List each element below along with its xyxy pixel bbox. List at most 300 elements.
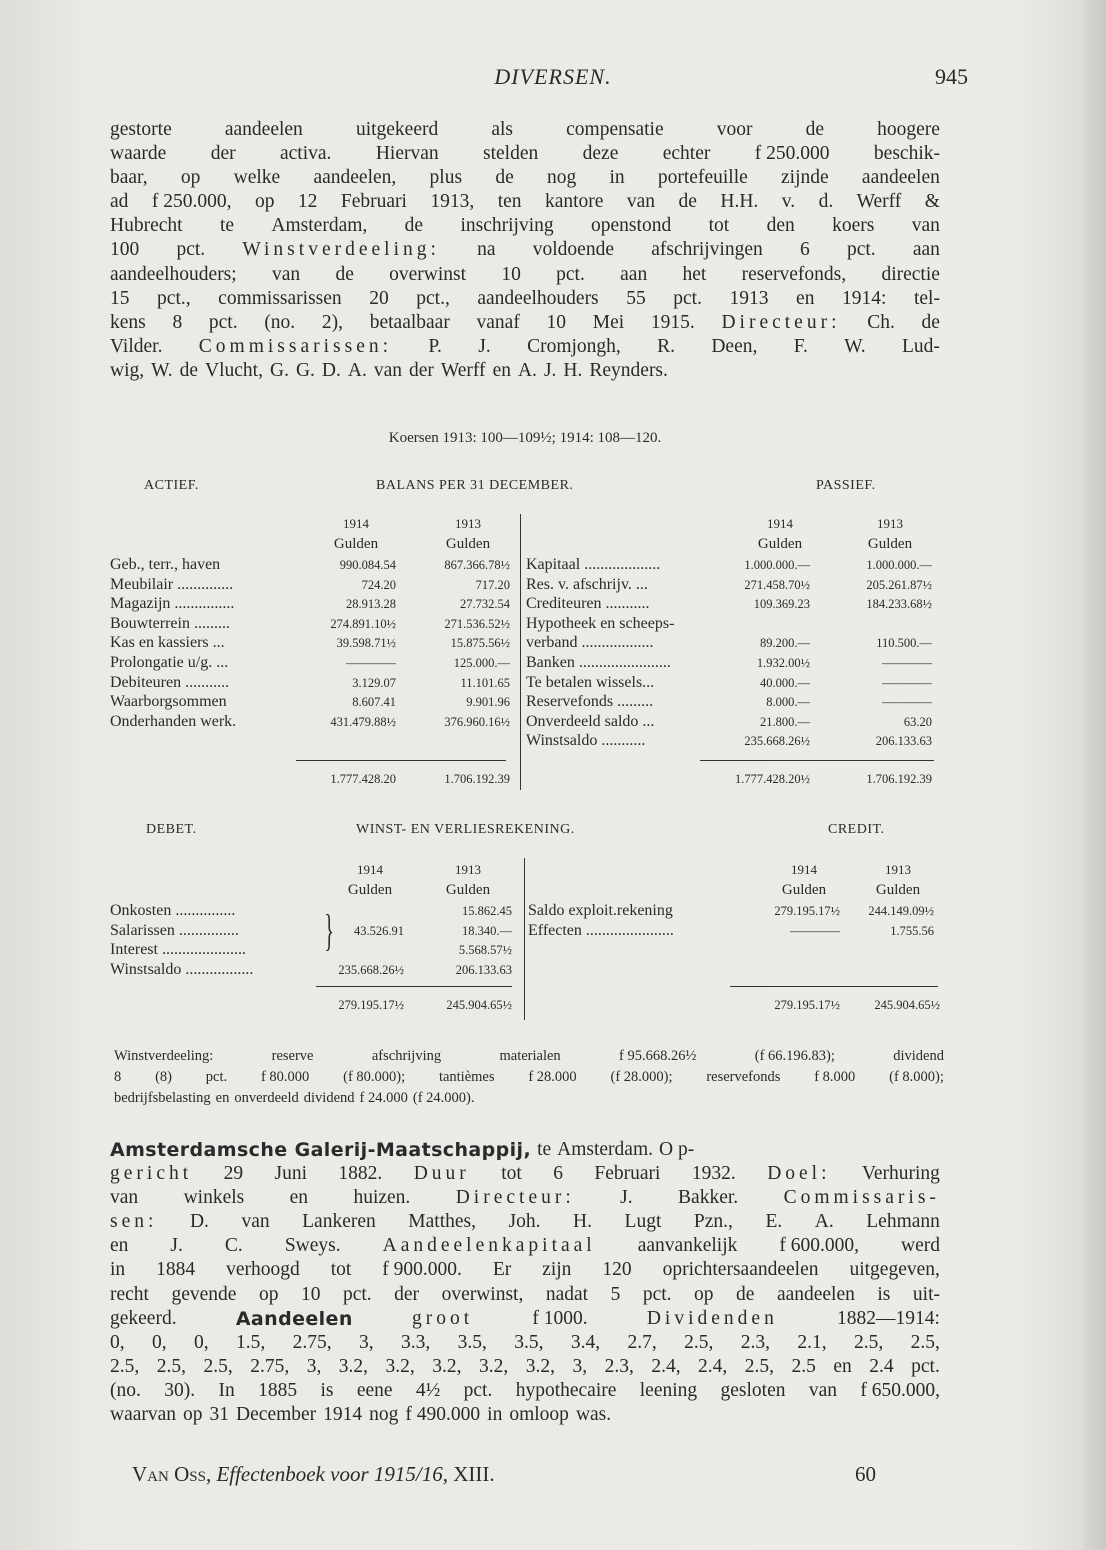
word: 2.75, (292, 1331, 332, 1353)
unit-header: Gulden (445, 536, 491, 552)
word: zijnde (781, 167, 829, 189)
passief-value-1913: ———— (882, 695, 932, 710)
word: Duur (413, 1163, 470, 1185)
word: 2.75, (250, 1355, 290, 1377)
word: aan (620, 263, 648, 285)
text-line (110, 118, 940, 142)
word: commissarissen (218, 287, 342, 309)
text-line (110, 311, 940, 335)
column-divider (520, 514, 521, 790)
word: 55 (626, 287, 646, 309)
word: (f 28.000); (610, 1069, 673, 1085)
word: en (110, 1235, 129, 1257)
word: P. (428, 335, 442, 357)
word: beschik- (873, 143, 940, 165)
word: Lankeren (302, 1211, 376, 1233)
word: 2.5, (684, 1331, 714, 1353)
text-line (110, 1258, 940, 1282)
passief-value-1914: 89.200.— (760, 636, 810, 651)
word: inschrijving (460, 215, 554, 237)
balans-heading: BALANS PER 31 DECEMBER. (376, 478, 574, 493)
word: wig, (110, 359, 145, 381)
word: dividend (893, 1048, 944, 1064)
word: f 600.000, (779, 1235, 859, 1257)
passief-item-label: Res. v. afschrijv. ... (526, 575, 648, 593)
word: f 250.000 (754, 143, 830, 165)
word: f 24.000 (359, 1090, 408, 1106)
debet-value-1913: 206.133.63 (455, 962, 512, 977)
word: als (491, 119, 514, 140)
word: Er (492, 1259, 512, 1281)
year-header: 1913 (455, 516, 481, 531)
actief-heading: ACTIEF. (144, 478, 199, 493)
word: aanvankelijk (637, 1235, 738, 1257)
word: pct., (157, 287, 191, 309)
word: nadat (545, 1283, 589, 1305)
page-edge (1084, 0, 1106, 1550)
word: de (404, 215, 424, 237)
word: 3.5, (514, 1331, 544, 1353)
word: uitgekeerd (355, 119, 439, 140)
unit-header: Gulden (333, 536, 379, 552)
word: H. (573, 1211, 592, 1233)
word: (no. (264, 311, 296, 333)
debet-item-label: Salarissen ............... (110, 921, 239, 939)
word: in (487, 1404, 503, 1426)
word: deze (582, 143, 619, 165)
actief-item-label: Debiteuren ........... (110, 673, 230, 691)
word: pct. (463, 1379, 493, 1401)
word: uitgegeven, (849, 1259, 940, 1281)
actief-value-1913: 27.732.54 (460, 597, 510, 612)
word: Dividenden (646, 1307, 778, 1329)
word: 2.7, (627, 1331, 657, 1353)
debet-total-1913: 245.904.65½ (446, 998, 512, 1012)
word: tantièmes (438, 1069, 495, 1085)
text-line (110, 190, 940, 214)
word: 6 (553, 1163, 563, 1185)
text-line (110, 1331, 940, 1355)
debet-item-label: Interest ..................... (110, 941, 246, 959)
word: 2.5, (910, 1331, 940, 1353)
actief-value-1913: 376.960.16½ (444, 714, 510, 729)
word: Lehmann (866, 1211, 940, 1233)
word: der (394, 1283, 420, 1305)
word: portefeuille (657, 167, 748, 189)
text-line (110, 1186, 940, 1210)
note-line (114, 1067, 944, 1088)
word: 12 (297, 191, 318, 213)
word: verhoogd (226, 1259, 300, 1281)
word: Amsterdam. (557, 1139, 653, 1160)
word: 120 (602, 1259, 632, 1281)
passief-value-1914: 235.668.26½ (744, 734, 810, 749)
word: f 1000. (532, 1307, 588, 1329)
text-line (110, 1283, 940, 1307)
word: tel- (913, 287, 940, 309)
word: is (320, 1379, 334, 1401)
total-rule (316, 986, 512, 987)
word: 2.5, (854, 1331, 884, 1353)
word: voor (716, 119, 753, 140)
word: 2), (321, 311, 344, 333)
word: 0, (194, 1331, 209, 1353)
word: pct. (342, 1283, 372, 1305)
word: f 95.668.26½ (619, 1048, 697, 1064)
word: onverdeeld (234, 1090, 299, 1106)
word: f 28.000 (528, 1069, 577, 1085)
word: (no. (110, 1379, 141, 1401)
word: Lud- (902, 335, 940, 357)
text-line (110, 1307, 940, 1331)
unit-header: Gulden (757, 536, 803, 552)
word: aandeelen (224, 119, 303, 140)
word: directie (881, 263, 940, 285)
debet-total-1914: 279.195.17½ (338, 998, 404, 1012)
word: winkels (183, 1187, 245, 1209)
word: vanaf (476, 311, 520, 333)
word: 10 (300, 1283, 321, 1305)
year-header: 1913 (455, 862, 481, 877)
text-line (110, 287, 940, 311)
word: Matthes, (408, 1211, 476, 1233)
winstverdeeling-note (114, 1046, 944, 1109)
text-line (110, 1234, 940, 1258)
passief-value-1914: 1.000.000.— (744, 558, 810, 572)
passief-value-1914: 21.800.— (760, 714, 810, 729)
word: (f 80.000); (343, 1069, 406, 1085)
note-line (114, 1046, 944, 1067)
passief-value-1913: 205.261.87½ (866, 577, 932, 592)
passief-value-1914: 109.369.23 (753, 597, 810, 612)
word: 3.5, (457, 1331, 487, 1353)
word: A. (347, 359, 367, 381)
word: afschrijving (371, 1048, 442, 1064)
credit-value-1913: 244.149.09½ (868, 904, 934, 918)
credit-item-label: Effecten ...................... (528, 921, 674, 939)
word: 1932. (691, 1163, 736, 1185)
word: en (215, 1090, 230, 1106)
word: van (241, 1211, 270, 1233)
word: op (258, 1283, 279, 1305)
word: pct. (673, 287, 702, 309)
word: 8 (114, 1069, 122, 1085)
passief-value-1913: 110.500.— (876, 636, 932, 651)
actief-item-label: Magazijn ............... (110, 595, 235, 613)
text-line (110, 142, 940, 166)
word: Werff (440, 359, 486, 381)
word: H. (563, 359, 583, 381)
word: nog (546, 167, 577, 189)
word: C. (224, 1235, 243, 1257)
word: 1884 (156, 1259, 196, 1281)
word: sen: (110, 1211, 158, 1233)
word: 2.4 (869, 1355, 894, 1377)
word: 5 (610, 1283, 621, 1305)
word: F. (793, 335, 808, 357)
word: te (537, 1139, 552, 1160)
word: gericht (110, 1163, 193, 1185)
word: Commissarissen: (198, 335, 393, 357)
word: 15 (110, 287, 130, 309)
text-line (110, 359, 940, 383)
word: afschrijvingen (651, 239, 763, 261)
passief-item-label: Winstsaldo ........... (526, 732, 646, 750)
actief-value-1913: 717.20 (475, 577, 510, 592)
word: Amsterdam, (271, 215, 368, 237)
word: materialen (499, 1048, 561, 1064)
passief-value-1914: 8.000.— (766, 695, 810, 710)
text-line (110, 214, 940, 238)
word: en (796, 287, 815, 309)
year-header: 1914 (343, 516, 369, 531)
note-line (114, 1088, 944, 1109)
unit-header: Gulden (445, 882, 491, 898)
word: ad (110, 191, 129, 213)
word: 1882. (338, 1163, 383, 1185)
word: waarde (110, 143, 167, 165)
word: aandeelhouders; (110, 263, 237, 285)
word: pct. (911, 1355, 940, 1377)
word: aan (912, 239, 940, 261)
passief-total-1914: 1.777.428.20½ (735, 772, 810, 786)
word: 3, (359, 1331, 374, 1353)
passief-heading: PASSIEF. (816, 478, 876, 493)
word: H.H. (720, 191, 759, 213)
text-line (110, 263, 940, 287)
word: Sweys. (284, 1235, 341, 1257)
word: 3.2, (338, 1355, 369, 1377)
actief-value-1914: 8.607.41 (352, 695, 396, 710)
actief-value-1913: 11.101.65 (460, 675, 510, 690)
word: betaalbaar (369, 311, 450, 333)
word: pct. (642, 1283, 672, 1305)
word: hoogere (877, 119, 940, 140)
word: gestorte (110, 119, 172, 140)
word: 10 (501, 263, 521, 285)
word: Februari (594, 1163, 661, 1185)
word: van (373, 359, 403, 381)
column-divider (524, 858, 525, 1020)
word: het (682, 263, 707, 285)
word: 3, (572, 1355, 588, 1377)
word: d. (818, 191, 834, 213)
actief-value-1914: 39.598.71½ (336, 636, 396, 651)
word: reservefonds, (741, 263, 847, 285)
word: de (921, 311, 940, 333)
word: hypothecaire (515, 1379, 617, 1401)
word: 2.3, (604, 1355, 634, 1377)
debet-value-1913: 5.568.57½ (458, 943, 512, 958)
word: aandeelen (776, 1283, 855, 1305)
total-rule (730, 986, 938, 987)
word: 2.5, (744, 1355, 775, 1377)
word: R. (657, 335, 675, 357)
word: J. (478, 335, 491, 357)
word: Directeur: (721, 311, 841, 333)
word: Pzn., (693, 1211, 733, 1233)
passief-item-label: Onverdeeld saldo ... (526, 712, 655, 730)
word: 1913 (729, 287, 769, 309)
word: op (254, 191, 275, 213)
word: 4½ (415, 1379, 441, 1401)
winst-verlies-heading: WINST- EN VERLIESREKENING. (356, 822, 575, 837)
word: gesloten (720, 1379, 786, 1401)
text-line (110, 1355, 940, 1379)
actief-value-1913: 9.901.96 (466, 695, 510, 710)
word: waarvan (110, 1404, 177, 1426)
unit-header: Gulden (347, 882, 393, 898)
word: echter (662, 143, 711, 165)
word: D. (321, 359, 341, 381)
word: In (218, 1379, 235, 1401)
word: f 80.000 (260, 1069, 310, 1085)
text-line (110, 1379, 940, 1403)
word: Doel: (767, 1163, 831, 1185)
word: 2.5, (203, 1355, 233, 1377)
passief-item-label: Te betalen wissels... (526, 673, 655, 691)
passief-value-1913: 184.233.68½ (866, 597, 932, 612)
word: 2.3, (740, 1331, 770, 1353)
word: J. (543, 359, 557, 381)
actief-item-label: Waarborgsommen (110, 693, 227, 711)
word: f 490.000 (405, 1404, 481, 1426)
word: 2.5, (156, 1355, 186, 1377)
word: activa. (279, 143, 332, 165)
word: Mei (592, 311, 625, 333)
word: koers (832, 215, 875, 237)
word: v. (781, 191, 796, 213)
year-header: 1914 (791, 862, 817, 877)
passief-total-1913: 1.706.192.39 (866, 772, 932, 786)
unit-header: Gulden (781, 882, 827, 898)
passief-item-label: Hypotheek en scheeps- (526, 614, 675, 632)
word: plus (429, 167, 463, 189)
word: op (183, 1404, 203, 1426)
text-line (110, 1210, 940, 1234)
actief-item-label: Geb., terr., haven (110, 556, 221, 573)
word: Vlucht, (205, 359, 263, 381)
word: van (808, 1379, 838, 1401)
word: 31 (209, 1404, 230, 1426)
word: van (110, 1187, 139, 1209)
word: (f 8.000); (889, 1069, 944, 1085)
word: E. (765, 1211, 783, 1233)
word: de (678, 191, 697, 213)
word: in (110, 1259, 126, 1281)
word: 3, (306, 1355, 322, 1377)
actief-value-1914: ———— (346, 656, 396, 670)
word: 1914: (842, 287, 887, 309)
year-header: 1914 (767, 516, 793, 531)
word: f 900.000. (382, 1259, 462, 1281)
word: aandeelhouders (477, 287, 599, 309)
word: bedrijfsbelasting (114, 1090, 211, 1106)
passief-item-label: Reservefonds ......... (526, 693, 654, 711)
word: gevende (171, 1283, 237, 1305)
word: pct. (205, 1069, 228, 1085)
page-number: 945 (935, 64, 968, 89)
word: op (694, 1283, 714, 1305)
actief-item-label: Kas en kassiers ... (110, 634, 225, 652)
text-line (110, 166, 940, 190)
credit-total-1914: 279.195.17½ (774, 998, 840, 1012)
text-line (110, 1162, 940, 1186)
passief-value-1913: 63.20 (903, 714, 932, 729)
actief-item-label: Meubilair .............. (110, 575, 234, 593)
word: 1914 (323, 1404, 363, 1426)
word: W. (151, 359, 173, 381)
actief-value-1914: 3.129.07 (352, 675, 396, 690)
credit-item-label: Saldo exploit.rekening (528, 902, 673, 919)
passief-item-label: Crediteuren ........... (526, 595, 650, 613)
word: der (210, 143, 236, 165)
word: aandeelen, (313, 167, 397, 189)
word: is (877, 1283, 891, 1305)
actief-item-label: Prolongatie u/g. ... (110, 654, 229, 671)
word: O p- (659, 1139, 695, 1160)
word: A. (517, 359, 537, 381)
passief-item-label: verband .................. (526, 634, 654, 652)
word: stelden (483, 143, 539, 165)
word: f 650.000, (860, 1379, 940, 1401)
word: en (492, 359, 511, 381)
word: Februari (340, 191, 407, 213)
word: Bakker. (678, 1187, 739, 1209)
actief-value-1913: 271.536.52½ (444, 616, 510, 631)
word: G. (295, 359, 315, 381)
word: 1882—1914: (837, 1307, 940, 1329)
word: 1.5, (236, 1331, 266, 1353)
word: en (833, 1355, 852, 1377)
word: reservefonds (706, 1069, 781, 1085)
passief-value-1913: ———— (882, 656, 932, 670)
word: der (409, 359, 434, 381)
word: 3.2, (525, 1355, 555, 1377)
word: f 250.000, (151, 191, 232, 213)
passief-value-1914: 40.000.— (760, 675, 810, 690)
total-rule (296, 760, 506, 761)
word: tot (708, 215, 730, 237)
actief-item-label: Bouwterrein ......... (110, 614, 230, 632)
word: 100 (110, 239, 140, 261)
actief-value-1914: 274.891.10½ (330, 616, 396, 631)
word: 3.3, (401, 1331, 431, 1353)
word: en (289, 1187, 309, 1209)
word: te (219, 215, 235, 237)
year-header: 1913 (885, 862, 911, 877)
word: Winstverdeeling: (114, 1048, 214, 1064)
credit-total-1913: 245.904.65½ (874, 998, 940, 1012)
word: Directeur: (455, 1187, 575, 1209)
word: 2.1, (797, 1331, 827, 1353)
word: gekeerd. (110, 1307, 177, 1329)
actief-value-1913: 15.875.56½ (450, 636, 510, 651)
word: 2.4, (651, 1355, 681, 1377)
passief-value-1914: 271.458.70½ (744, 577, 810, 592)
word: G. (269, 359, 289, 381)
word: van (911, 215, 940, 237)
word: pct. (556, 263, 585, 285)
word: reserve (271, 1048, 314, 1064)
word: de (179, 359, 199, 381)
text-line (110, 1403, 940, 1427)
word: de (335, 263, 354, 285)
word: Lugt (624, 1211, 662, 1233)
word: de (805, 119, 825, 140)
word: 1913, (430, 191, 475, 213)
unit-header: Gulden (867, 536, 913, 552)
